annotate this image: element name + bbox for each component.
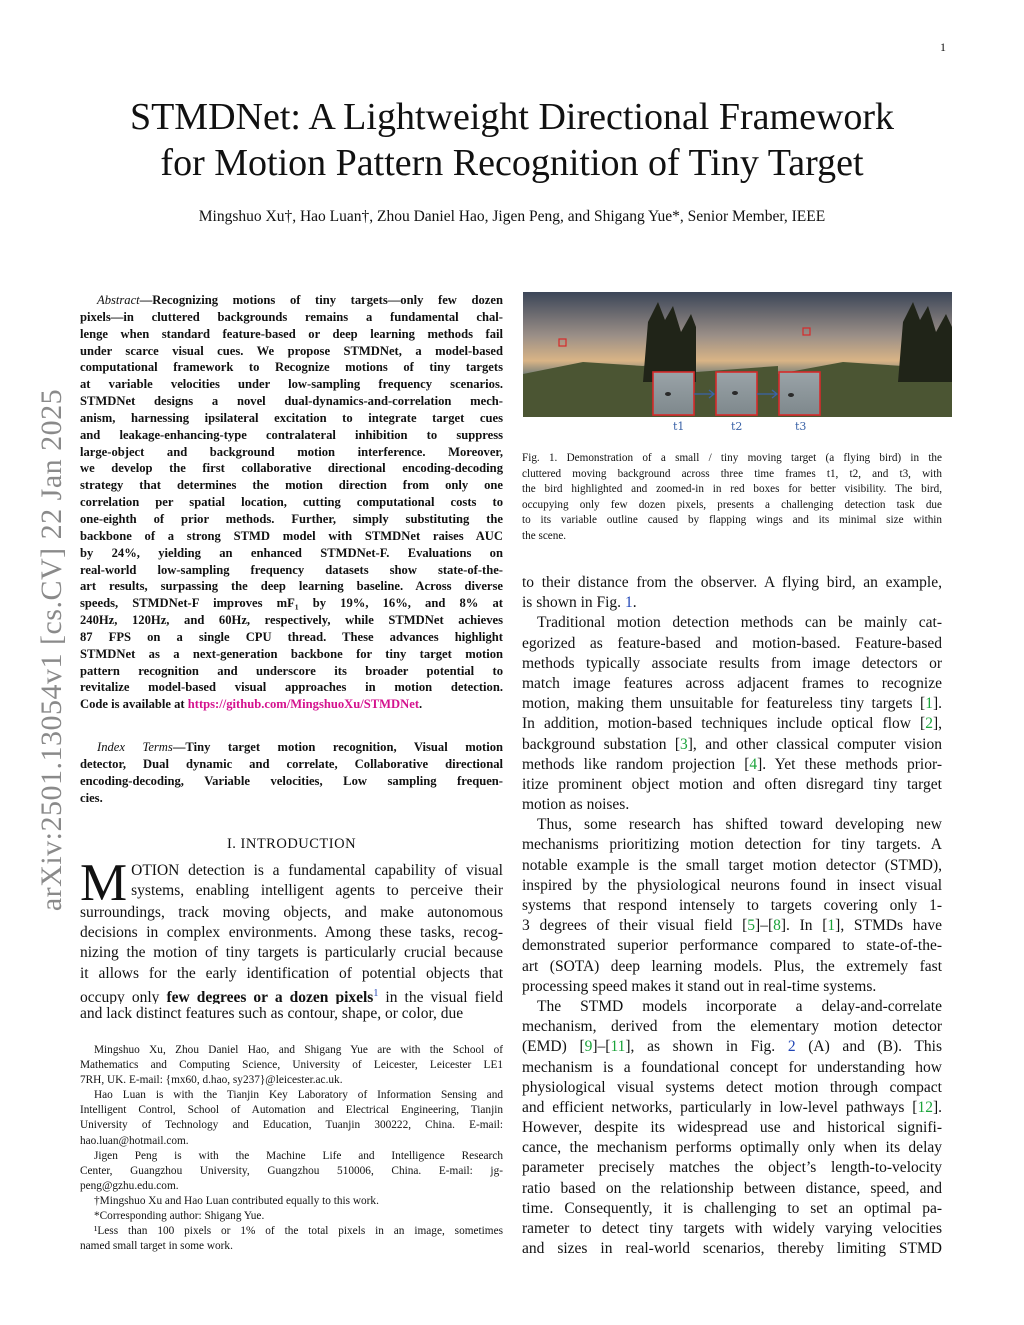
abstract-line: speeds, STMDNet-F improves mF₁ by 19%, 16%, and 8% at [80, 596, 503, 611]
index-terms-line: Index Terms—Tiny target motion recognition, Visual motion [97, 740, 503, 754]
citation[interactable]: 8 [773, 917, 781, 935]
body-line: egorized as feature-based and motion-based. Feature-based [522, 634, 942, 652]
index-terms-label: Index Terms [97, 740, 173, 754]
abstract-line: under scarce visual cues. We propose STMDNet, a model-based [80, 343, 503, 358]
body-line: The STMD models incorporate a delay-and-correlate [537, 997, 942, 1015]
body-line: itize prominent object motion and often disregard tiny target [522, 775, 942, 793]
figure-ref[interactable]: 1 [624, 594, 633, 612]
citation[interactable]: 1 [925, 695, 933, 713]
abstract-line: STMDNet designs a novel dual-dynamics-and-correlation mech- [80, 394, 503, 409]
abstract-line: computational framework to Recognize motions of tiny targets [80, 360, 503, 375]
abstract-label: Abstract [97, 293, 140, 307]
footnote-marker[interactable]: 1 [373, 987, 379, 999]
footnote-line: 7RH, UK. E-mail: {mx60, d.hao, sy237}@leicester.ac.uk. [80, 1074, 343, 1087]
zoom-inset-t2 [716, 372, 757, 415]
body-line: methods typically associate results from image detectors or [522, 654, 942, 672]
title-line: for Motion Pattern Recognition of Tiny Target [160, 142, 864, 184]
abstract-line: STMDNet as a next-generation backbone for tiny target motion [80, 646, 503, 661]
figure-ref[interactable]: 2 [787, 1038, 796, 1056]
abstract-line: at variable velocities under low-sampling frequency scenarios. [80, 377, 503, 392]
body-line: methods like random projection [4]. Yet these methods prior- [522, 755, 942, 773]
footnote-line: named small target in some work. [80, 1240, 233, 1253]
citation[interactable]: 2 [925, 715, 933, 733]
abstract-line: art results, surpassing the deep learning baseline. Across diverse [80, 579, 503, 594]
zoom-inset-t3 [779, 372, 820, 415]
body-line: inspired by the physiological neurons found in insect visual [522, 876, 942, 894]
abstract-line: one-eighth of prior methods. Further, simply substituting the [80, 511, 503, 526]
footnote-line: †Mingshuo Xu and Hao Luan contributed equally to this work. [94, 1194, 379, 1207]
body-line: to their distance from the observer. A flying bird, an example, [522, 574, 942, 591]
caption-line: the bird highlighted and zoomed-in in red boxes for better visibility. The bird, [522, 483, 942, 496]
body-line: background substation [3], and other classical computer vision [522, 735, 942, 753]
body-line: cance, the mechanism performs optimally only when its delay [522, 1139, 942, 1157]
body-line: systems that respond intensely to targets covering only 1- [522, 897, 942, 914]
abstract-line: revitalize model-based visual approaches in motion detection. [80, 680, 503, 695]
index-terms [80, 739, 503, 807]
time-label-t3: t3 [795, 420, 807, 433]
figure-1 [523, 292, 952, 436]
abstract-line: correlation per spatial location, cutting computational costs to [80, 495, 503, 510]
abstract-line: 87 FPS on a single CPU thread. These advances highlight [80, 629, 503, 644]
intro-line: it allows for the early identification of potential objects that [80, 964, 503, 982]
body-line: physiological visual systems detect motion through compact [522, 1078, 942, 1096]
footnote-line: Hao Luan is with the Tianjin Key Laboratory of Information Sensing and [94, 1089, 503, 1102]
footnote-line: peng@gzhu.edu.com. [80, 1179, 179, 1192]
drop-cap: M [80, 854, 128, 912]
abstract-line: 240Hz, 120Hz, and 60Hz, respectively, while STMDNet achieves [80, 613, 503, 628]
abstract-line: real-world low-sampling frequency datasets show state-of-the- [80, 562, 503, 577]
abstract-line: pattern recognition and underscore its broader potential to [80, 663, 503, 678]
body-line: notable example is the small target motion detector (STMD), [522, 856, 942, 874]
caption-line: the scene. [522, 529, 567, 542]
intro-line: OTION detection is a fundamental capability of visual [131, 862, 503, 879]
code-link[interactable]: https://github.com/MingshuoXu/STMDNet [187, 697, 420, 712]
abstract-line: and leakage-enhancing-type contralateral inhibition to suppress [80, 427, 503, 442]
caption-line: occupying only few dozen pixels, presents a challenging detection task due [522, 498, 942, 511]
footnote-line: Mathematics and Computing Science, University of Leicester, Leicester LE1 [80, 1059, 503, 1072]
citation[interactable]: 3 [680, 735, 688, 753]
paper-title [40, 94, 984, 186]
intro-line: and lack distinct features such as contour, shape, or color, due [80, 1004, 464, 1022]
abstract-line: lenge when standard feature-based or deep learning methods fail [80, 326, 503, 341]
footnote-line: Mingshuo Xu, Zhou Daniel Hao, and Shigang Yue are with the School of [94, 1044, 503, 1056]
figure-caption [522, 451, 942, 545]
citation[interactable]: 12 [917, 1098, 933, 1116]
arxiv-id[interactable]: arXiv:2501.13054v1 [cs.CV] 22 Jan 2025 [35, 388, 68, 912]
right-column-text [522, 573, 942, 1259]
body-line: time. Consequently, it is challenging to set an optimal pa- [522, 1199, 942, 1217]
citation[interactable]: 1 [827, 917, 836, 935]
body-line: mechanisms prioritizing motion detection for tiny targets. A [522, 836, 942, 854]
abstract-line: we develop the first collaborative directional encoding-decoding [80, 461, 503, 476]
body-line: is shown in Fig. 1. [522, 594, 637, 612]
body-line: rameter to detect tiny targets with widely varying velocities [522, 1220, 942, 1237]
footnote-line: ¹Less than 100 pixels or 1% of the total pixels in an image, sometimes [94, 1225, 503, 1238]
time-label-t2: t2 [731, 420, 743, 433]
time-label-t1: t1 [673, 420, 685, 433]
title-line: STMDNet: A Lightweight Directional Framework [129, 96, 895, 138]
body-line: and sizes in real-world scenarios, thereby limiting STMD [522, 1240, 942, 1258]
citation[interactable]: 5 [747, 917, 756, 935]
body-line: mechanism is a foundational concept for understanding how [522, 1058, 942, 1076]
intro-line: systems, enabling intelligent agents to perceive their [131, 882, 503, 900]
abstract-line: Abstract—Recognizing motions of tiny targets—only few dozen [97, 293, 503, 307]
footnotes [80, 1043, 503, 1254]
abstract-line: large-object and background motion interference. Moreover, [80, 444, 503, 459]
body-line: parameter precisely matches the object’s length-to-velocity [522, 1159, 942, 1177]
body-line: demonstrated superior performance compared to state-of-the- [522, 937, 942, 955]
intro-line: surroundings, track moving objects, and make autonomous [80, 904, 503, 921]
index-terms-line: cies. [80, 790, 103, 805]
body-line: However, despite its widespread use and historical signifi- [522, 1119, 942, 1137]
footnote-line: Jigen Peng is with the Machine Life and Intelligence Research [94, 1149, 503, 1162]
body-line: match image features across adjacent frames to recognize [522, 674, 942, 692]
body-line: Thus, some research has shifted toward developing new [537, 816, 942, 834]
body-line: mechanism, derived from the elementary motion detector [522, 1018, 942, 1036]
section-heading: I. INTRODUCTION [226, 836, 357, 852]
body-line: motion, making them unsuitable for featureless tiny targets [1]. [522, 695, 942, 713]
abstract-line: strategy that determines the motion direction from only one [80, 478, 503, 493]
citation[interactable]: 9 [584, 1038, 593, 1056]
citation[interactable]: 4 [749, 755, 758, 773]
index-terms-line: detector, Dual dynamic and correlate, Collaborative directional [80, 756, 503, 771]
intro-text [80, 854, 503, 1024]
intro-line: decisions in complex environments. Among these tasks, recog- [80, 924, 503, 942]
citation[interactable]: 11 [610, 1038, 626, 1056]
footnote-line: hao.luan@hotmail.com. [80, 1134, 189, 1147]
body-line: (EMD) [9]–[11], as shown in Fig. 2 (A) and (B). This [522, 1038, 942, 1056]
body-line: and efficient networks, particularly in low-level pathways [12]. [522, 1098, 942, 1116]
footnote-line: *Corresponding author: Shigang Yue. [94, 1210, 265, 1223]
body-line: Traditional motion detection methods can be mainly cat- [537, 614, 942, 632]
body-line: processing speed makes it stand out in real-time systems. [522, 977, 877, 995]
intro-line: occupy only few degrees or a dozen pixels$^1$ in the visual field [80, 987, 503, 1004]
caption-line: cluttered moving background across three time frames t1, t2, and t3, with [522, 467, 942, 480]
zoom-inset-t1 [653, 372, 694, 415]
caption-line: Fig. 1. Demonstration of a small / tiny moving target (a flying bird) in the [522, 452, 942, 464]
page-number: 1 [940, 40, 946, 54]
index-terms-line: encoding-decoding, Variable velocities, Low sampling frequen- [80, 773, 503, 788]
footnote-line: Intelligent Control, School of Automation and Electrical Engineering, Tianjin [80, 1104, 503, 1117]
abstract-line: backbone of a strong STMD model with STMDNet raises AUC [80, 528, 503, 543]
caption-line: to its variable outline caused by flapping wings and its minimal size within [522, 514, 942, 527]
body-line: ratio based on the relationship between distance, speed, and [522, 1179, 942, 1197]
body-line: motion as noises. [522, 796, 630, 814]
footnote-line: University of Technology and Education, Tuanjin 300222, China. E-mail: [80, 1119, 503, 1132]
abstract-line: Code is available at https://github.com/MingshuoXu/STMDNet. [80, 697, 423, 712]
body-line: In addition, motion-based techniques include optical flow [2], [522, 715, 942, 733]
abstract-line: pixels—in cluttered backgrounds remains a fundamental chal- [80, 309, 503, 324]
footnote-line: Center, Guangzhou University, Guangzhou 510006, China. E-mail: jg- [80, 1164, 503, 1177]
intro-line: nizing the motion of tiny targets is particularly crucial because [80, 944, 503, 962]
abstract-line: by 24%, yielding an enhanced STMDNet-F. Evaluations on [80, 545, 503, 560]
emphasis: few degrees or a dozen pixels [166, 988, 374, 1004]
abstract [80, 292, 503, 713]
author-list: Mingshuo Xu†, Hao Luan†, Zhou Daniel Hao, Jigen Peng, and Shigang Yue*, Senior Member, IEEE [198, 208, 826, 225]
body-line: art (SOTA) deep learning models. Plus, the extremely fast [522, 957, 942, 975]
abstract-line: anism, harnessing ipsilateral excitation to integrate target cues [80, 410, 503, 425]
body-line: 3 degrees of their visual field [5]–[8]. In [1], STMDs have [522, 917, 942, 935]
